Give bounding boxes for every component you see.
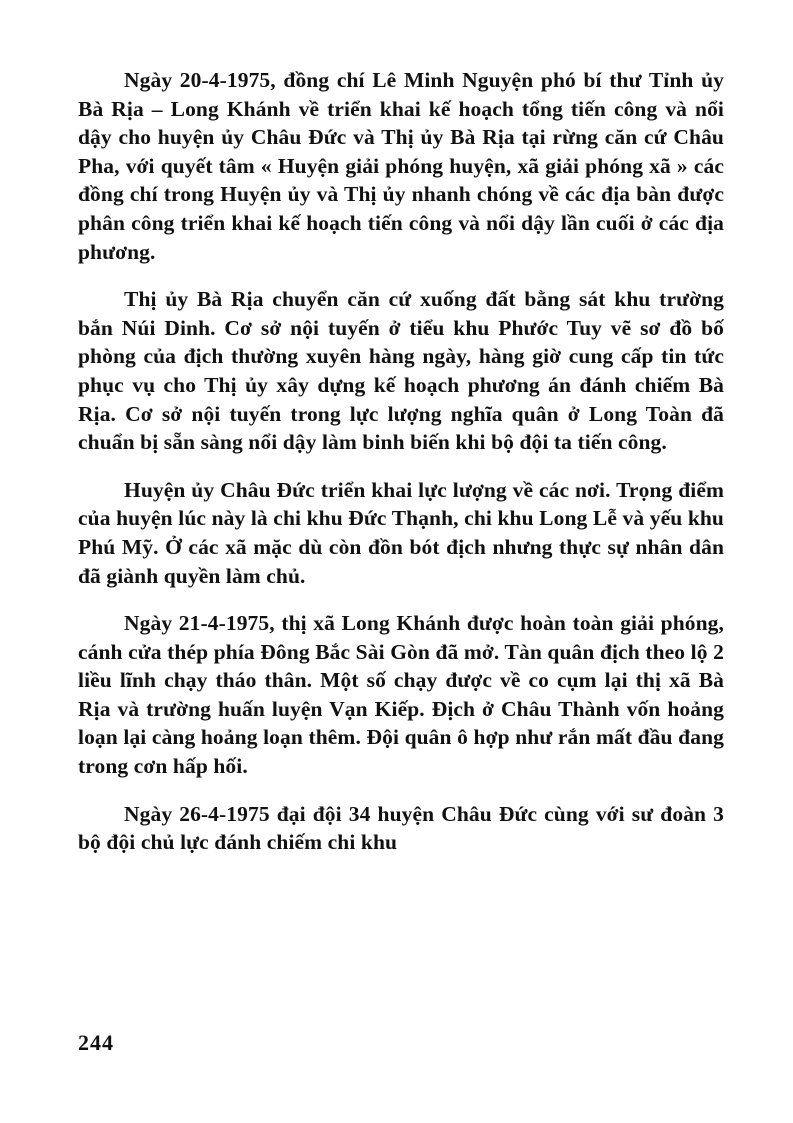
paragraph: Ngày 26-4-1975 đại đội 34 huyện Châu Đức cùng với sư đoàn 3 bộ đội chủ lực đánh chiếm chi khu	[78, 801, 724, 855]
paragraph: Ngày 21-4-1975, thị xã Long Khánh được hoàn toàn giải phóng, cánh cửa thép phía Đông Bắc Sài Gòn đã mở. Tàn quân địch theo lộ 2 liều lĩnh chạy tháo thân. Một số chạy được về co cụm lại thị xã Bà Rịa và trường huấn luyện Vạn Kiếp. Địch ở Châu Thành vốn hoảng loạn lại càng hoảng loạn thêm. Đội quân ô hợp như rắn mất đầu đang trong cơn hấp hối.	[78, 611, 724, 779]
paragraph: Ngày 20-4-1975, đồng chí Lê Minh Nguyện phó bí thư Tỉnh ủy Bà Rịa – Long Khánh về triển khai kế hoạch tổng tiến công và nổi dậy cho huyện ủy Châu Đức và Thị ủy Bà Rịa tại rừng căn cứ Châu Pha, với quyết tâm « Huyện giải phóng huyện, xã giải phóng xã » các đồng chí trong Huyện ủy và Thị ủy nhanh chóng về các địa bàn được phân công triển khai kế hoạch tiến công và nổi dậy lần cuối ở các địa phương.	[78, 68, 724, 264]
page-body	[78, 66, 724, 857]
paragraph: Thị ủy Bà Rịa chuyển căn cứ xuống đất bằng sát khu trường bắn Núi Dinh. Cơ sở nội tuyến ở tiểu khu Phước Tuy vẽ sơ đồ bố phòng của địch thường xuyên hàng ngày, hàng giờ cung cấp tin tức phục vụ cho Thị ủy xây dựng kế hoạch phương án đánh chiếm Bà Rịa. Cơ sở nội tuyến trong lực lượng nghĩa quân ở Long Toàn đã chuẩn bị sẵn sàng nổi dậy làm binh biến khi bộ đội ta tiến công.	[78, 287, 724, 455]
page-number: 244	[78, 1030, 114, 1055]
paragraph: Huyện ủy Châu Đức triển khai lực lượng về các nơi. Trọng điểm của huyện lúc này là chi khu Đức Thạnh, chi khu Long Lễ và yếu khu Phú Mỹ. Ở các xã mặc dù còn đồn bót địch nhưng thực sự nhân dân đã giành quyền làm chủ.	[78, 477, 724, 588]
